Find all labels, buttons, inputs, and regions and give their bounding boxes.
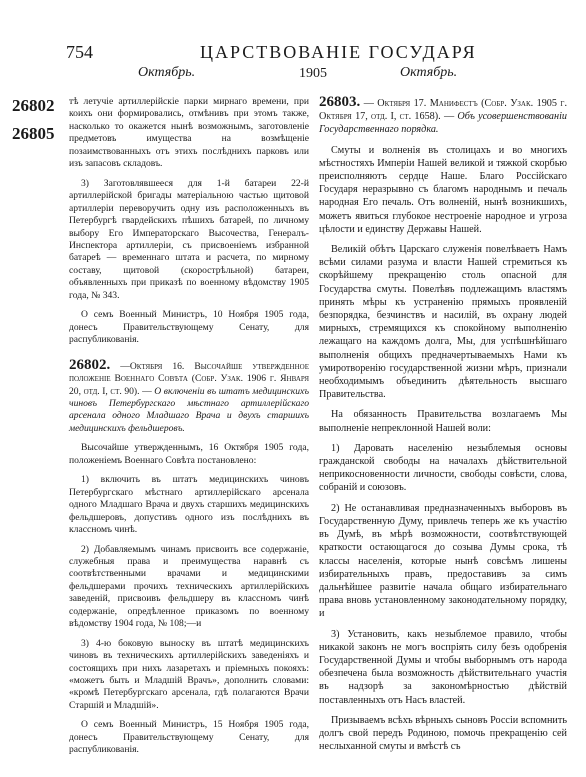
paragraph: Великій обѣтъ Царскаго служенія повелѣваетъ Намъ всѣми силами разума и власти Нашей стремиться къ скорѣйшему прекращенію столь опасной для Государства смуты. Повелѣвъ подлежащимъ властямъ принять мѣры къ устраненію прямыхъ проявленій безпорядка, безчинствъ и насилій, въ охрану людей мирныхъ, стремящихся къ спокойному выполненію лежащаго на каждомъ долга, Мы, для успѣшнѣйшаго выполненія общихъ предначертываемыхъ Нами къ умиротворенію государственной жизни мѣръ, признали необходимымъ объединить дѣятельность высшаго Правительства. [319, 244, 567, 401]
paragraph: 1) Даровать населенію незыблемыя основы гражданской свободы на началахъ дѣйствительной неприкосновенности личности, свободы совѣсти, слова, собраній и союзовъ. [319, 442, 567, 494]
left-month: Октябрь. [138, 65, 196, 80]
continuation-text-a: тѣ летучіе артиллерійскіе парки мирнаго времени, при коихъ они формировались, отмѣнивъ при этомъ также, насколько то окажется нынѣ возможнымъ, заготовленіе предметовъ имущества на возмѣщеніе позаимствованныхъ отъ этихъ послѣднихъ парковъ или изъ запасовъ складовъ. [69, 96, 309, 170]
paragraph: 2) Не останавливая предназначенныхъ выборовъ въ Государственную Думу, привлечь теперь же къ участію въ Думѣ, въ мѣрѣ возможности, соотвѣтствующей краткости остающагося до созыва Думы срока, тѣ классы населенія, которые нынѣ совсѣмъ лишены избирательныхъ правъ, предоставивъ за симъ дальнѣйшее развитіе начала общаго избирательнаго права вновь установленному законодательному порядку, и [319, 502, 567, 620]
margin-number-1: 26802 [12, 96, 55, 115]
decree-number: 26803. [319, 94, 361, 110]
right-column [319, 96, 567, 760]
paragraph: 3) 4-ю боковую выноску въ штатѣ медицинскихъ чиновъ въ техническихъ артиллерійскихъ заведеніяхъ и состоящихъ при нихъ лазаретахъ и пріемныхъ покояхъ: «можетъ быть и Младшій Врачъ», дополнить словами: «кромѣ Петербургскаго арсенала, гдѣ полагаются Врачи Старшій и Младшій». [69, 637, 309, 711]
year: 1905 [299, 66, 327, 81]
continuation-text-b: 3) Заготовлявшееся для 1-й батареи 22-й артиллерійской бригады матеріальною частью щитовой артиллеріи переворучить одну изъ расположенныхъ въ Петербургѣ гвардейскихъ пѣшихъ батарей, по личному выбору Его Императорскаго Высочества, Генералъ-Инспектора артиллеріи, съ присвоеніемъ избранной батареѣ — временнаго штата и расчета, по мирному составу, щитовой (скорострѣльной) батареи, объявленныхъ при приказѣ по военному вѣдомству 1905 года, № 343. [69, 177, 309, 301]
continuation-text-c: О семъ Военный Министръ, 10 Ноября 1905 года, донесъ Правительствующему Сенату, для распубликованія. [69, 309, 309, 346]
decree-heading: — Октября 17. Манифестъ (Собр. Узак. 1905 г. Октября 17, отд. I, ст. 1658). — [319, 98, 567, 123]
left-column [69, 96, 309, 764]
decree-number: 26802. [69, 356, 111, 373]
paragraph: О семъ Военный Министръ, 15 Ноября 1905 года, донесъ Правительствующему Сенату, для распубликованія. [69, 719, 309, 756]
paragraph: Высочайше утвержденнымъ, 16 Октября 1905 года, положеніемъ Военнаго Совѣта постановлено: [69, 442, 309, 466]
right-month: Октябрь. [400, 65, 458, 80]
page-header [0, 0, 586, 105]
paragraph: 1) включить въ штатъ медицинскихъ чиновъ Петербургскаго мѣстнаго артиллерійскаго арсенала одного Младшаго Врача и двухъ старшихъ медицинскихъ фельдшеровъ, допустивъ одного изъ послѣднихъ въ классномъ чинѣ. [69, 474, 309, 536]
paragraph: Смуты и волненія въ столицахъ и во многихъ мѣстностяхъ Имперіи Нашей великой и тяжкой скорбью преисполняютъ сердце Наше. Благо Россійскаго Государя неразрывно съ благомъ народнымъ и печаль народная Его печаль. Отъ волненій, нынѣ возникшихъ, можетъ явиться глубокое нестроеніе народное и угроза цѣлости и единству Державы Нашей. [319, 144, 567, 235]
paragraph: 2) Добавляемымъ чинамъ присвоить все содержаніе, служебныя права и преимущества наравнѣ съ соотвѣтственными врачами и медицинскими фельдшерами прочихъ техническихъ артиллерійскихъ заведеній, присвоивъ фельдшеру въ классномъ чинѣ содержаніе, опредѣленное приказомъ по военному вѣдомству 1904 года, № 108;—и [69, 543, 309, 630]
paragraph: Призываемъ всѣхъ вѣрныхъ сыновъ Россіи вспомнить долгъ свой передъ Родиною, помочь прекращенію сей неслыханной смуты и вмѣстѣ съ [319, 714, 567, 753]
running-title: ЦАРСТВОВАНІЕ ГОСУДАРЯ [200, 42, 477, 62]
paragraph: 3) Установить, какъ незыблемое правило, чтобы никакой законъ не могъ воспріять силу безъ одобренія Государственной Думы и чтобы выборнымъ отъ народа обезпечена была возможность дѣйствительнаго участія въ надзорѣ за закономѣрностью дѣйствій поставленныхъ отъ Насъ властей. [319, 628, 567, 706]
decree-title: О включеніи въ штатъ медицинскихъ чиновъ Петербургскаго мѣстнаго артиллерійскаго арсенала одного Младшаго Врача и двухъ старшихъ медицинскихъ фельдшеровъ. [69, 385, 309, 434]
decree-26803 [319, 96, 567, 137]
margin-number-2: 26805 [12, 124, 55, 143]
decree-26802 [69, 356, 309, 436]
decree-heading: —Октября 16. Высочайше утвержденное положеніе Военнаго Совѣта (Собр. Узак. 1906 г. Января 20, отд. I, ст. 90). — [69, 360, 309, 397]
page-number: 754 [66, 42, 93, 62]
paragraph: На обязанность Правительства возлагаемъ Мы выполненіе непреклонной Нашей воли: [319, 409, 567, 434]
decree-title: Объ усовершенствованіи Государственнаго порядка. [319, 111, 567, 136]
